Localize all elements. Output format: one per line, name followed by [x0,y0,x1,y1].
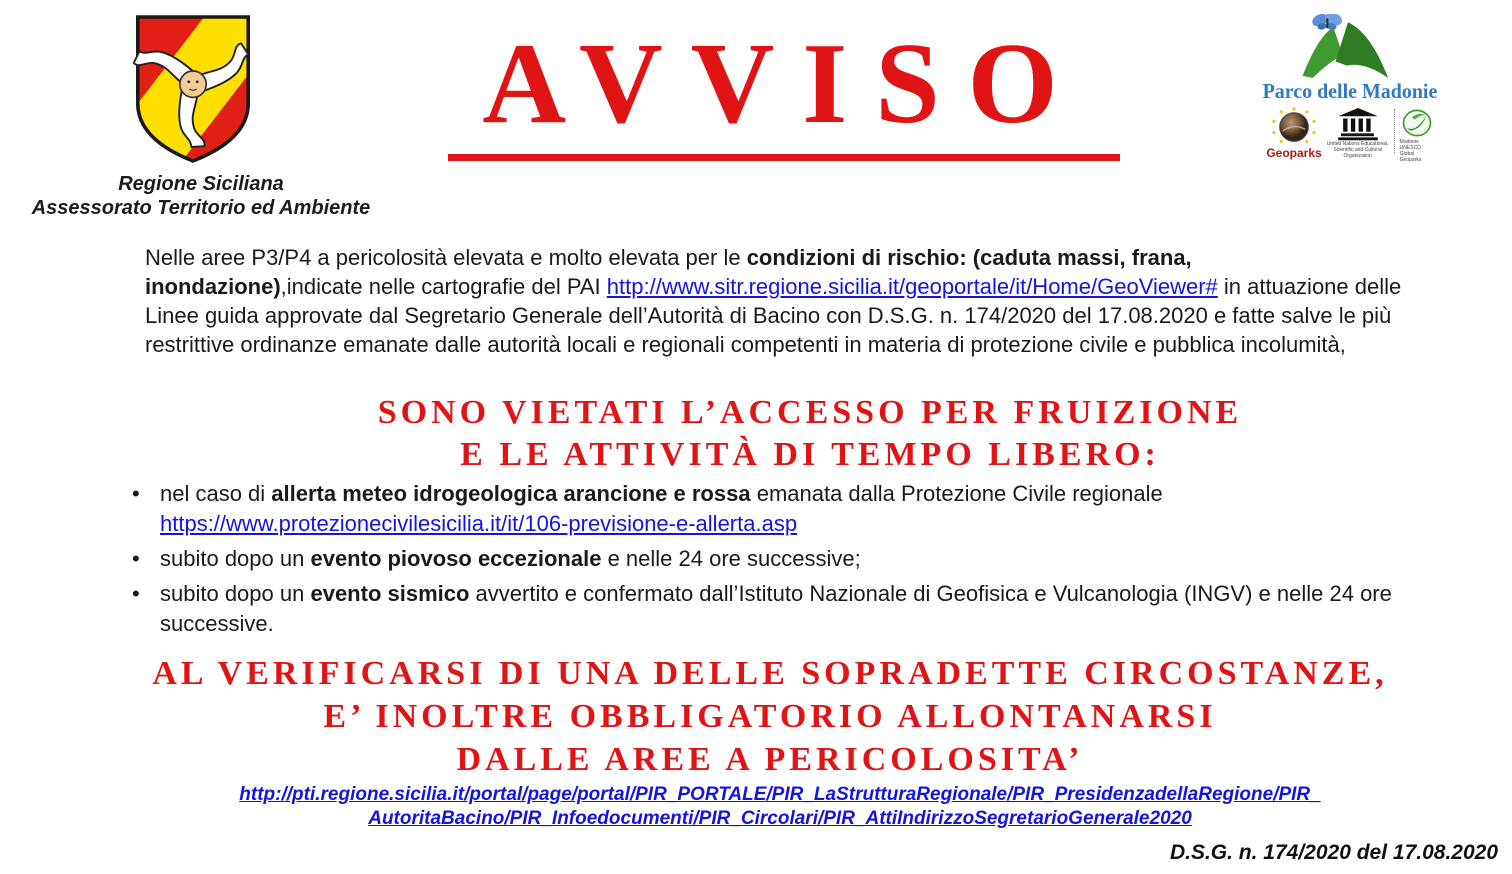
bullet-icon: • [132,581,140,606]
prohibition-heading-line2: E LE ATTIVITÀ DI TEMPO LIBERO: [460,436,1160,473]
bullet-icon: • [132,546,140,571]
mountain-m-icon [1287,14,1413,80]
prohibition-heading [110,392,1510,476]
madonie-geopark-logo [1400,107,1434,163]
conditions-list [132,479,1442,644]
unesco-logo [1327,107,1389,159]
notice-title-block [448,20,1120,161]
obligation-heading-line3: DALLE AREE A PERICOLOSITA’ [456,741,1084,778]
obligation-heading-line1: AL VERIFICARSI DI UNA DELLE SOPRADETTE CIRCOSTANZE, [152,655,1388,692]
geoparks-globe-icon [1270,107,1318,147]
obligation-heading-line2: E’ INOLTRE OBBLIGATORIO ALLONTANARSI [323,698,1217,735]
bullet-text: subito dopo un [160,546,311,571]
obligation-heading [0,652,1512,781]
bullet-bold-rain-event: evento piovoso eccezionale [310,546,602,571]
logo-separator [1394,109,1395,153]
partner-logos-row [1266,107,1433,163]
geoparks-label: Geoparks [1266,146,1322,160]
list-item [132,479,1442,539]
sicily-coat-of-arms-icon [133,12,253,166]
list-item [132,544,1442,574]
region-name: Regione Siciliana [118,173,284,195]
bullet-icon: • [132,481,140,506]
decree-reference: D.S.G. n. 174/2020 del 17.08.2020 [1169,841,1498,864]
geoviewer-link[interactable]: http://www.sitr.regione.sicilia.it/geoportale/it/Home/GeoViewer# [606,274,1218,299]
list-item [132,579,1442,639]
bullet-text: subito dopo un [160,581,311,606]
portal-link-block [0,783,1512,831]
prohibition-heading-line1: SONO VIETATI L’ACCESSO PER FRUIZIONE [377,394,1243,431]
portal-link-line1[interactable]: http://pti.regione.sicilia.it/portal/page/portal/PIR_PORTALE/PIR_LaStrutturaRegionale/PIR_PresidenzadellaRegione/PIR_ [239,784,1321,805]
european-geoparks-logo [1266,107,1321,159]
unesco-temple-icon [1336,107,1380,141]
madonie-caption: Madonie UNESCO Global Geoparks [1399,139,1422,163]
bullet-bold-seismic-event: evento sismico [310,581,470,606]
notice-title: AVVISO [482,20,1086,148]
bullet-text: avvertito e confermato dall’Istituto Nazionale di Geofisica e Vulcanologia (INGV) e nelle 24 ore successive. [160,581,1392,636]
bullet-text: emanata dalla Protezione Civile regionale [750,481,1163,506]
paragraph-text: ,indicate nelle cartografie del PAI [280,274,607,299]
park-name: Parco delle Madonie [1262,79,1438,103]
portal-link-line2[interactable]: AutoritaBacino/PIR_Infoedocumenti/PIR_Circolari/PIR_AttiIndirizzoSegretarioGenerale2020 [368,808,1192,829]
bullet-text: e nelle 24 ore successive; [601,546,861,571]
paragraph-text: Nelle aree P3/P4 a pericolosità elevata e molto elevata per le [145,245,747,270]
protezione-civile-link[interactable]: https://www.protezionecivilesicilia.it/it/106-previsione-e-allerta.asp [160,511,798,536]
park-logo-block [1258,14,1442,163]
madonie-geopark-icon [1400,107,1434,139]
bullet-text: nel caso di [160,481,272,506]
unesco-caption: United Nations Educational, Scientific and Cultural Organization [1326,141,1389,159]
paragraph-text: in attuazione delle Linee guida approvate dal Segretario Generale dell’Autorità di Bacino con D.S.G. n. 174/2020 del 17.08.2020 e fatte salve le più restrittive ordinanze emanate dalle autorità locali e regionali competenti in materia di protezione civile e pubblica incolumità, [145,274,1402,357]
region-caption [0,172,402,220]
paragraph-bold-risk: condizioni di rischio: (caduta massi, frana, inondazione) [145,245,1192,299]
intro-paragraph [145,243,1415,359]
butterfly-icon [1310,14,1344,31]
bullet-bold-alert: allerta meteo idrogeologica arancione e rossa [271,481,751,506]
region-department: Assessorato Territorio ed Ambiente [31,197,371,219]
